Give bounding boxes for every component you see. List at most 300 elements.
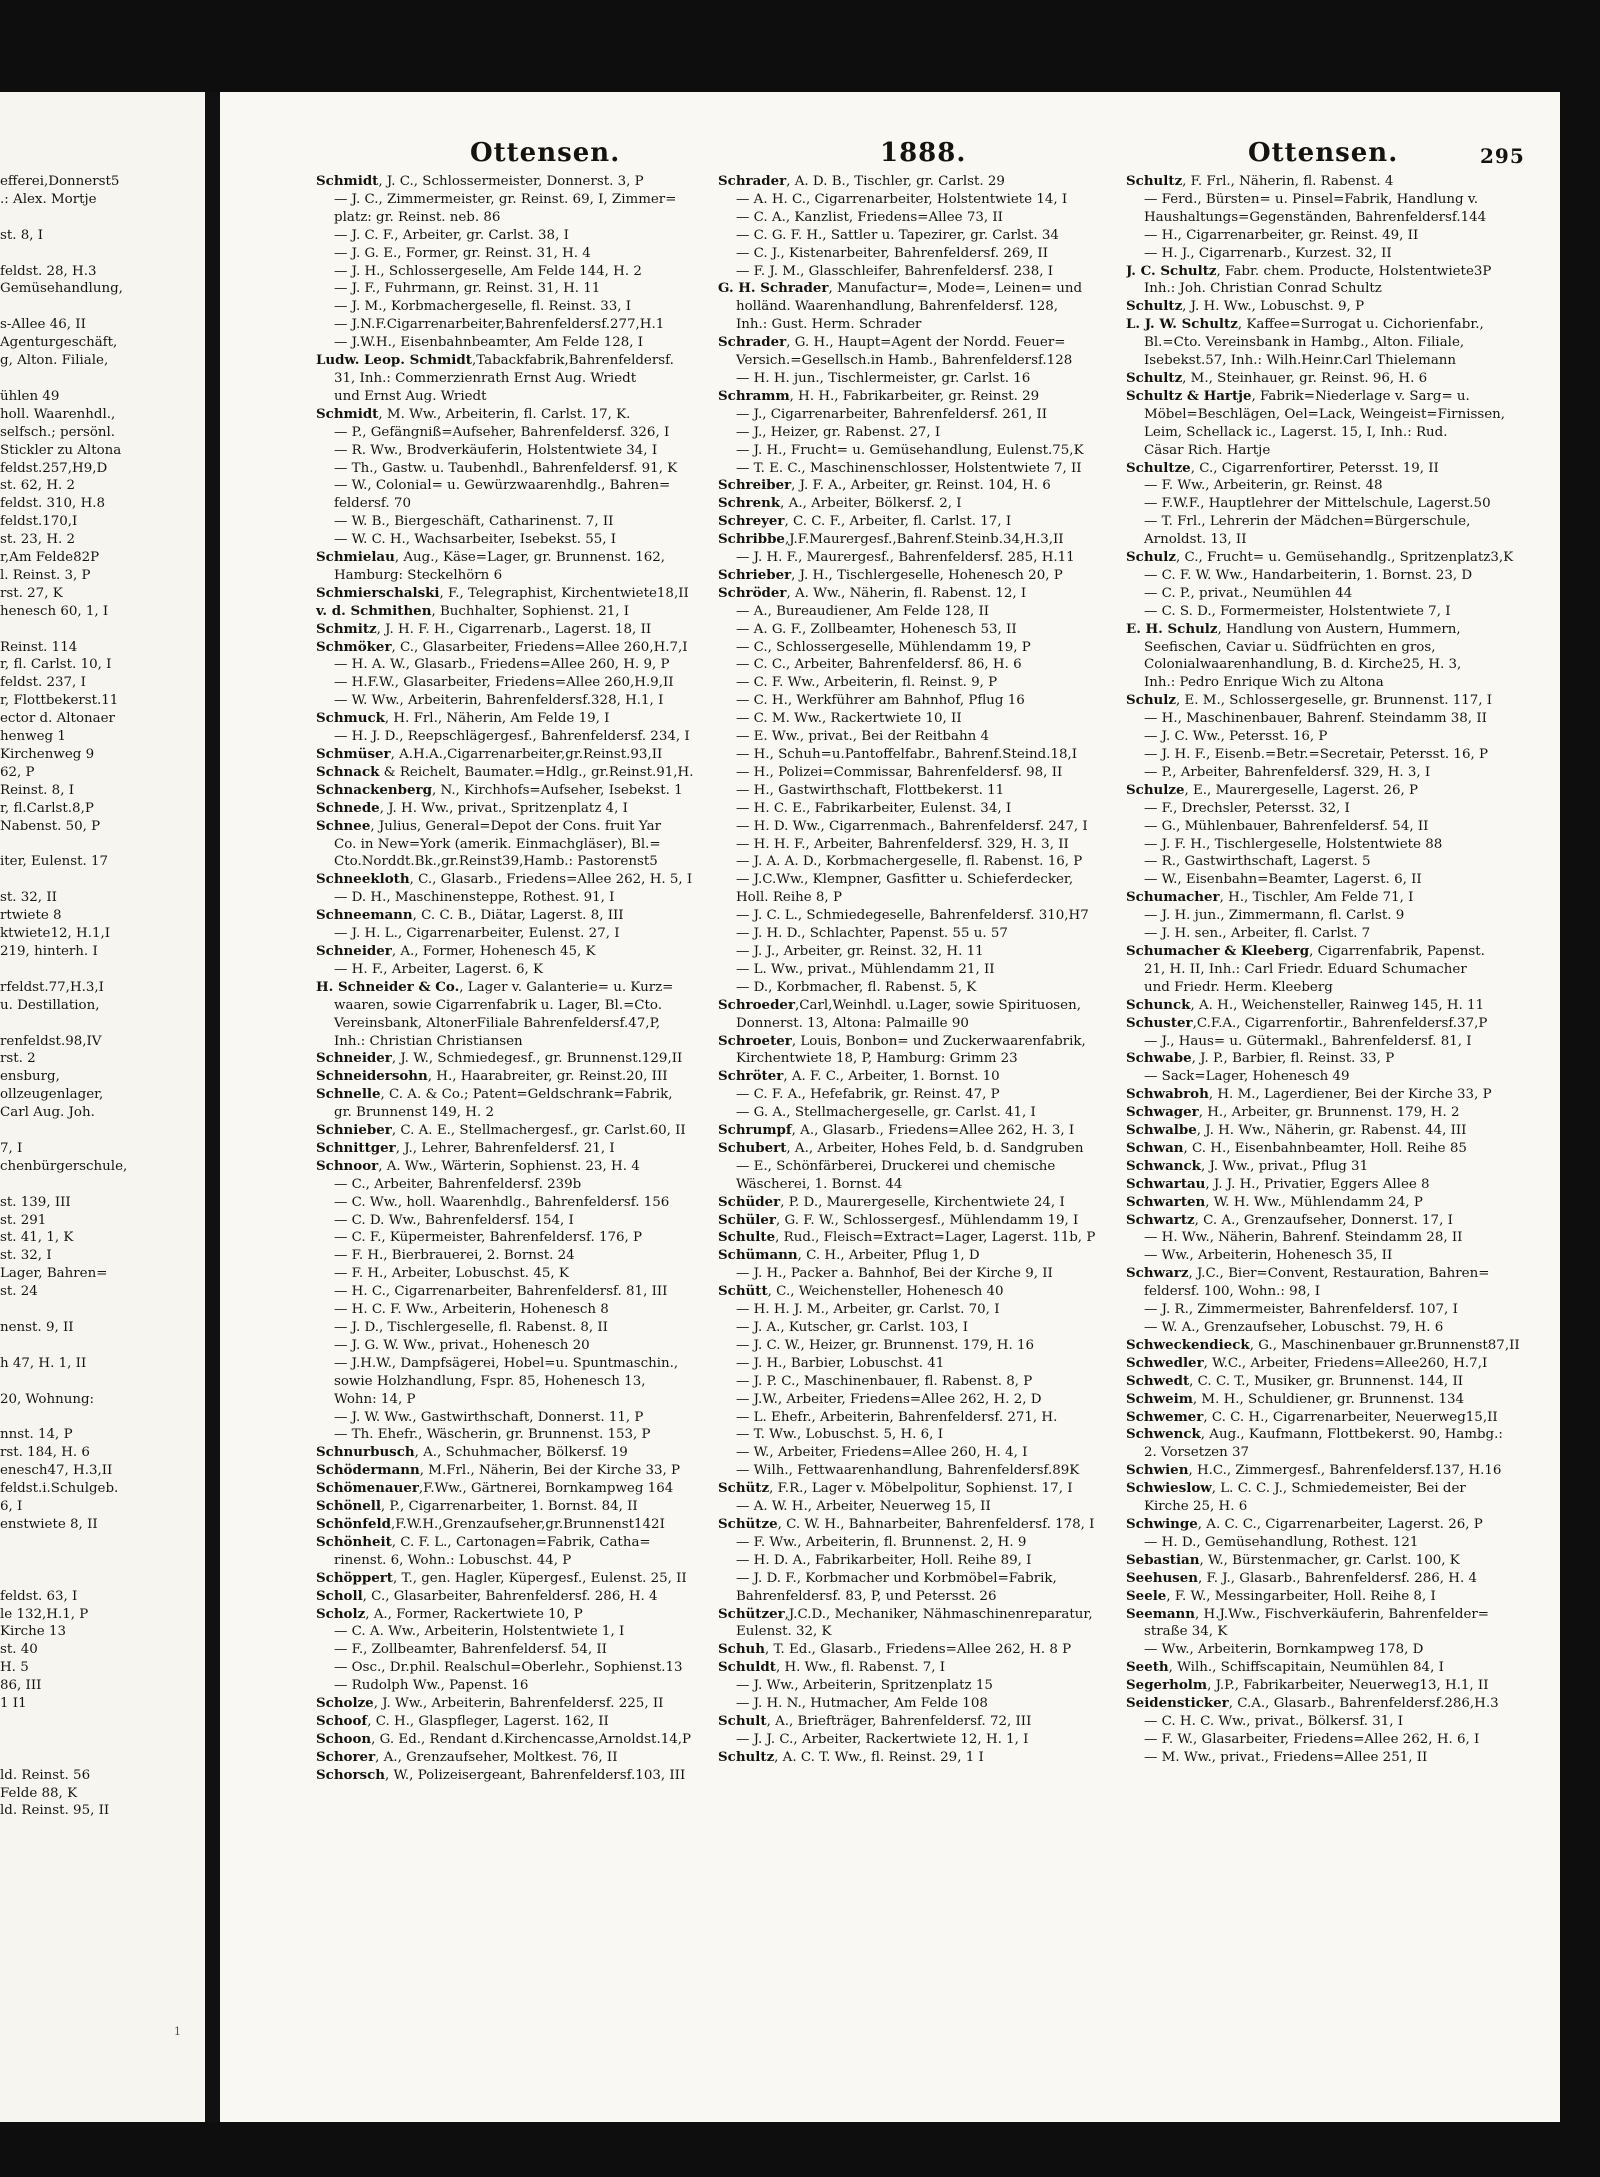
directory-entry <box>316 1695 712 1713</box>
entry-details: , Louis, Bonbon= und Zuckerwaarenfabrik, <box>791 1033 1086 1049</box>
entry-details: und Ernst Aug. Wriedt <box>334 388 487 404</box>
entry-details: — J. G. W. Ww., privat., Hohenesch 20 <box>334 1337 590 1353</box>
left-fragment-line: u. Destillation, <box>0 997 100 1013</box>
entry-details: gr. Brunnenst 149, H. 2 <box>334 1105 494 1121</box>
directory-entry <box>316 424 712 442</box>
directory-entry <box>316 853 712 871</box>
directory-entry <box>316 997 712 1015</box>
entry-details: — F., Zollbeamter, Bahrenfeldersf. 54, II <box>334 1642 607 1658</box>
directory-entry <box>718 1534 1120 1552</box>
entry-details: — C. M. Ww., Rackertwiete 10, II <box>736 711 962 727</box>
gutter-mark: 1 <box>174 2025 181 2038</box>
entry-details: — J. H. L., Cigarrenarbeiter, Eulenst. 27, I <box>334 926 620 942</box>
entry-details: 31, Inh.: Commerzienrath Ernst Aug. Wriedt <box>334 370 637 386</box>
entry-details: Vereinsbank, AltonerFiliale Bahrenfeldersf.47,P, <box>334 1015 661 1031</box>
entry-details: , H., Arbeiter, gr. Brunnenst. 179, H. 2 <box>1198 1105 1460 1121</box>
directory-entry <box>316 477 712 495</box>
directory-entry <box>1126 316 1546 334</box>
directory-entry <box>1126 1570 1546 1588</box>
entry-details: — H.F.W., Glasarbeiter, Friedens=Allee 260,H.9,II <box>334 675 674 691</box>
entry-details: Wohn: 14, P <box>334 1391 416 1407</box>
directory-entry <box>316 836 712 854</box>
directory-entry <box>1126 406 1546 424</box>
left-fragment-line: ktwiete12, H.1,I <box>0 926 111 942</box>
directory-entry <box>718 1301 1120 1319</box>
entry-details: platz: gr. Reinst. neb. 86 <box>334 209 501 225</box>
directory-entry <box>1126 209 1546 227</box>
entry-details: , P. D., Maurergeselle, Kirchentwiete 24, I <box>780 1194 1065 1210</box>
directory-entry <box>718 1319 1120 1337</box>
entry-details: , Lager v. Galanterie= u. Kurz= <box>459 979 674 995</box>
entry-surname: Schwarz <box>1126 1265 1189 1282</box>
entry-details: — H. J. D., Reepschlägergesf., Bahrenfeldersf. 234, I <box>334 729 690 745</box>
left-fragment-line <box>0 370 200 388</box>
left-fragment-line: rst. 2 <box>0 1051 36 1067</box>
directory-entry <box>1126 1158 1546 1176</box>
entry-surname: Schütt <box>718 1283 768 1300</box>
directory-entry <box>718 388 1120 406</box>
left-fragment-line: Gemüsehandlung, <box>0 281 123 297</box>
left-fragment-line: rfeldst.77,H.3,I <box>0 979 104 995</box>
directory-entry <box>718 1480 1120 1498</box>
entry-details: , A., Glasarb., Friedens=Allee 262, H. 3, I <box>791 1123 1075 1139</box>
directory-entry <box>1126 710 1546 728</box>
directory-entry <box>718 1104 1120 1122</box>
entry-details: , J.P., Fabrikarbeiter, Neuerweg13, H.1, II <box>1207 1678 1489 1694</box>
entry-details: — J. H. sen., Arbeiter, fl. Carlst. 7 <box>1144 926 1371 942</box>
entry-details: — J.C.Ww., Klempner, Gasfitter u. Schieferdecker, <box>736 872 1074 888</box>
entry-details: , J. H. F. H., Cigarrenarb., Lagerst. 18, II <box>376 621 652 637</box>
entry-surname: Schweim <box>1126 1390 1193 1407</box>
directory-entry <box>1126 1015 1546 1033</box>
entry-surname: Schönfeld <box>316 1515 391 1532</box>
entry-details: — C. F. A., Hefefabrik, gr. Reinst. 47, P <box>736 1087 1000 1103</box>
left-fragment-line: iter, Eulenst. 17 <box>0 854 109 870</box>
directory-entry <box>718 1516 1120 1534</box>
entry-surname: Segerholm <box>1126 1677 1208 1694</box>
directory-entry <box>316 1265 712 1283</box>
left-fragment-line: .: Alex. Mortje <box>0 191 97 207</box>
left-fragment-line <box>0 1749 200 1767</box>
entry-details: feldersf. 100, Wohn.: 98, I <box>1144 1284 1321 1300</box>
left-fragment-line: feldst. 63, I <box>0 1588 78 1604</box>
entry-surname: Schneider <box>316 1050 392 1067</box>
entry-details: , J. J. H., Privatier, Eggers Allee 8 <box>1205 1176 1430 1192</box>
header-year: 1888. <box>880 138 967 168</box>
entry-details: Möbel=Beschlägen, Oel=Lack, Weingeist=Firnissen, <box>1144 406 1506 422</box>
directory-entry <box>316 710 712 728</box>
entry-details: Kirchentwiete 18, P, Hamburg: Grimm 23 <box>736 1051 1018 1067</box>
entry-details: , Fabrik=Niederlage v. Sarg= u. <box>1251 388 1470 404</box>
directory-entry <box>316 1641 712 1659</box>
directory-entry <box>718 979 1120 997</box>
directory-entry <box>1126 853 1546 871</box>
directory-entry <box>718 1641 1120 1659</box>
left-fragment-line: feldst.257,H9,D <box>0 460 108 476</box>
directory-entry <box>718 531 1120 549</box>
entry-details: — C. J., Kistenarbeiter, Bahrenfeldersf. 269, II <box>736 245 1048 261</box>
directory-entry <box>1126 1104 1546 1122</box>
directory-entry <box>718 191 1120 209</box>
entry-details: , C., Cigarrenfortirer, Petersst. 19, II <box>1190 460 1439 476</box>
entry-details: — C. C., Arbeiter, Bahrenfeldersf. 86, H. 6 <box>736 657 1022 673</box>
entry-details: , F. Frl., Näherin, fl. Rabenst. 4 <box>1182 174 1394 189</box>
entry-surname: Schweckendieck <box>1126 1336 1250 1353</box>
entry-details: — F. J. M., Glasschleifer, Bahrenfeldersf. 238, I <box>736 263 1054 279</box>
directory-entry <box>718 406 1120 424</box>
left-fragment-line <box>0 1176 200 1194</box>
left-fragment-line <box>0 209 200 227</box>
entry-details: — F.W.F., Hauptlehrer der Mittelschule, Lagerst.50 <box>1144 496 1491 512</box>
entry-details: — H. H. J. M., Arbeiter, gr. Carlst. 70, I <box>736 1302 1000 1318</box>
entry-details: — W. C. H., Wachsarbeiter, Isebekst. 55, I <box>334 532 617 548</box>
entry-details: , J. H. Ww., privat., Spritzenplatz 4, I <box>379 800 628 816</box>
entry-details: , G. H., Haupt=Agent der Nordd. Feuer= <box>786 335 1066 351</box>
directory-entry <box>1126 513 1546 531</box>
left-fragment-line: feldst. 28, H.3 <box>0 263 97 279</box>
left-fragment-line: r,Am Felde82P <box>0 550 100 566</box>
entry-details: , J. Ww., Arbeiterin, Bahrenfeldersf. 225, II <box>373 1696 664 1712</box>
entry-surname: Schubert <box>718 1139 787 1156</box>
entry-details: — J. C. L., Schmiedegeselle, Bahrenfeldersf. 310,H7 <box>736 908 1089 924</box>
directory-entry <box>718 298 1120 316</box>
left-fragment-line <box>0 1122 200 1140</box>
directory-entry <box>1126 1337 1546 1355</box>
entry-details: , W., Polizeisergeant, Bahrenfeldersf.103, III <box>384 1767 686 1783</box>
entry-surname: Schröter <box>718 1068 784 1085</box>
entry-details: , A., Briefträger, Bahrenfeldersf. 72, III <box>766 1713 1032 1729</box>
directory-entry <box>718 1122 1120 1140</box>
entry-surname: Schulz <box>1126 692 1176 709</box>
directory-entry <box>1126 388 1546 406</box>
directory-entry <box>718 352 1120 370</box>
entry-details: — C. G. F. H., Sattler u. Tapezirer, gr. Carlst. 34 <box>736 227 1059 243</box>
entry-surname: Schulte <box>718 1229 776 1246</box>
entry-details: , F., Telegraphist, Kirchentwiete18,II <box>439 585 689 601</box>
entry-details: , J. H. Ww., Lobuschst. 9, P <box>1182 299 1365 315</box>
entry-surname: Schorsch <box>316 1766 385 1783</box>
left-fragment-line: feldst.170,I <box>0 514 78 530</box>
entry-details: und Friedr. Herm. Kleeberg <box>1144 979 1333 995</box>
entry-details: , A., Arbeiter, Hohes Feld, b. d. Sandgruben <box>786 1140 1084 1156</box>
entry-surname: Schribbe <box>718 531 785 548</box>
directory-entry <box>1126 1122 1546 1140</box>
entry-surname: Schuh <box>718 1641 766 1658</box>
entry-details: , M. Ww., Arbeiterin, fl. Carlst. 17, K. <box>378 406 631 422</box>
directory-entry <box>718 263 1120 281</box>
directory-entry <box>718 1588 1120 1606</box>
entry-details: — A., Bureaudiener, Am Felde 128, II <box>736 603 990 619</box>
entry-surname: Seele <box>1126 1587 1167 1604</box>
entry-surname: Schwien <box>1126 1462 1189 1479</box>
directory-entry <box>1126 1731 1546 1749</box>
entry-details: , C., Glasarbeiter, Friedens=Allee 260,H.7,I <box>391 639 688 655</box>
entry-details: ,J.C.D., Mechaniker, Nähmaschinenreparatur, <box>784 1606 1093 1622</box>
left-fragment-line: ollzeugenlager, <box>0 1087 104 1103</box>
left-fragment-line: l. Reinst. 3, P <box>0 567 91 583</box>
directory-entry <box>718 316 1120 334</box>
directory-entry <box>1126 1409 1546 1427</box>
entry-details: Donnerst. 13, Altona: Palmaille 90 <box>736 1015 969 1031</box>
entry-details: — Ww., Arbeiterin, Hohenesch 35, II <box>1144 1248 1393 1264</box>
directory-entry <box>1126 1516 1546 1534</box>
entry-details: , Aug., Käse=Lager, gr. Brunnenst. 162, <box>394 550 666 566</box>
directory-entry <box>316 764 712 782</box>
left-fragment-line: renfeldst.98,IV <box>0 1033 102 1049</box>
entry-surname: Schwabroh <box>1126 1086 1209 1103</box>
left-fragment-line: rst. 184, H. 6 <box>0 1445 90 1461</box>
entry-details: — J. M., Korbmachergeselle, fl. Reinst. 33, I <box>334 299 632 315</box>
directory-entry <box>316 782 712 800</box>
entry-details: — C., Arbeiter, Bahrenfeldersf. 239b <box>334 1176 582 1192</box>
directory-entry <box>316 513 712 531</box>
left-fragment-line: 219, hinterh. I <box>0 943 98 959</box>
entry-details: Haushaltungs=Gegenständen, Bahrenfeldersf.144 <box>1144 209 1487 225</box>
directory-entry <box>316 1480 712 1498</box>
left-fragment-line: nenst. 9, II <box>0 1320 74 1335</box>
entry-details: , Fabr. chem. Producte, Holstentwiete3P <box>1216 263 1492 279</box>
directory-entry <box>1126 1194 1546 1212</box>
directory-entry <box>1126 1301 1546 1319</box>
left-fragment-line: r, fl.Carlst.8,P <box>0 800 94 816</box>
entry-details: Inh.: Joh. Christian Conrad Schultz <box>1144 281 1382 297</box>
directory-entry <box>1126 1229 1546 1247</box>
page-number: 295 <box>1480 144 1525 168</box>
left-fragment-line <box>0 1534 200 1552</box>
column-3 <box>1126 173 1546 1767</box>
entry-surname: Schrader <box>718 334 787 351</box>
header-right-title: Ottensen. <box>1248 138 1399 168</box>
directory-entry <box>1126 674 1546 692</box>
directory-entry <box>316 227 712 245</box>
entry-surname: G. H. Schrader <box>718 280 829 297</box>
directory-entry <box>1126 782 1546 800</box>
directory-entry <box>1126 728 1546 746</box>
left-fragment-line: s-Allee 46, II <box>0 317 86 333</box>
entry-details: Cäsar Rich. Hartje <box>1144 442 1271 458</box>
directory-entry <box>316 1033 712 1051</box>
entry-details: , C.A., Glasarb., Bahrenfeldersf.286,H.3 <box>1228 1696 1499 1712</box>
entry-details: — J., Cigarrenarbeiter, Bahrenfeldersf. 261, II <box>736 406 1048 422</box>
entry-details: , E. M., Schlossergeselle, gr. Brunnenst. 117, I <box>1176 693 1493 709</box>
entry-details: Bl.=Cto. Vereinsbank in Hambg., Alton. Filiale, <box>1144 335 1465 351</box>
directory-entry <box>718 925 1120 943</box>
entry-surname: Schütze <box>718 1515 778 1532</box>
entry-details: , C. A. E., Stellmachergesf., gr. Carlst.60, II <box>391 1123 686 1139</box>
directory-entry <box>1126 495 1546 513</box>
entry-details: — E. Ww., privat., Bei der Reitbahn 4 <box>736 729 990 745</box>
entry-details: ,Tabackfabrik,Bahrenfeldersf. <box>471 353 674 369</box>
directory-entry <box>316 567 712 585</box>
entry-surname: Schmitz <box>316 620 377 637</box>
directory-entry <box>718 549 1120 567</box>
directory-entry <box>718 1426 1120 1444</box>
entry-details: — H., Cigarrenarbeiter, gr. Reinst. 49, II <box>1144 227 1419 243</box>
entry-surname: Schwabe <box>1126 1050 1192 1067</box>
entry-details: Leim, Schellack ic., Lagerst. 15, I, Inh.: Rud. <box>1144 424 1448 440</box>
directory-entry <box>1126 836 1546 854</box>
entry-details: Bahrenfeldersf. 83, P, und Petersst. 26 <box>736 1588 997 1604</box>
directory-entry <box>1126 245 1546 263</box>
entry-details: — D. H., Maschinensteppe, Rothest. 91, I <box>334 890 615 906</box>
directory-entry <box>1126 585 1546 603</box>
directory-entry <box>1126 1713 1546 1731</box>
entry-details: — J. C. W., Heizer, gr. Brunnenst. 179, H. 16 <box>736 1337 1035 1353</box>
entry-surname: Schneider <box>316 942 392 959</box>
entry-details: — C. A., Kanzlist, Friedens=Allee 73, II <box>736 209 1003 225</box>
entry-surname: Schmüser <box>316 746 391 762</box>
header-left-title: Ottensen. <box>470 138 621 168</box>
left-fragment-line: le 132,H.1, P <box>0 1606 89 1622</box>
entry-details: 2. Vorsetzen 37 <box>1144 1445 1250 1461</box>
directory-entry <box>316 1659 712 1677</box>
entry-details: Eulenst. 32, K <box>736 1624 832 1640</box>
entry-details: — H. H. F., Arbeiter, Bahrenfeldersf. 329, H. 3, II <box>736 836 1069 852</box>
entry-surname: v. d. Schmithen <box>316 602 432 619</box>
entry-surname: Schmidt <box>316 405 379 422</box>
directory-entry <box>1126 1391 1546 1409</box>
directory-entry <box>718 567 1120 585</box>
entry-surname: Schönell <box>316 1498 381 1515</box>
entry-details: — H. C., Cigarrenarbeiter, Bahrenfeldersf. 81, III <box>334 1284 668 1300</box>
entry-surname: Schwan <box>1126 1139 1184 1156</box>
directory-entry <box>1126 925 1546 943</box>
entry-details: , J. H., Tischlergeselle, Hohenesch 20, P <box>791 567 1063 583</box>
entry-details: , A. C. T. Ww., fl. Reinst. 29, 1 I <box>774 1749 984 1765</box>
directory-entry <box>718 173 1120 191</box>
directory-entry <box>316 370 712 388</box>
directory-entry <box>316 442 712 460</box>
entry-details: , Buchhalter, Sophienst. 21, I <box>431 603 630 619</box>
entry-details: — J. R., Zimmermeister, Bahrenfeldersf. 107, I <box>1144 1302 1458 1318</box>
entry-details: , J. C., Schlossermeister, Donnerst. 3, P <box>378 174 644 189</box>
directory-entry <box>718 1409 1120 1427</box>
entry-surname: Seehusen <box>1126 1569 1198 1586</box>
left-fragment-line: selfsch.; persönl. <box>0 424 116 440</box>
entry-details: , C. W. H., Bahnarbeiter, Bahrenfeldersf. 178, I <box>777 1516 1095 1532</box>
directory-entry <box>718 209 1120 227</box>
entry-details: — J. F. H., Tischlergeselle, Holstentwiete 88 <box>1144 836 1443 852</box>
left-fragment-line: 86, III <box>0 1678 42 1694</box>
entry-surname: Schwieslow <box>1126 1480 1212 1497</box>
left-fragment-line <box>0 1731 200 1749</box>
entry-surname: Schwenck <box>1126 1426 1201 1443</box>
entry-details: , C. H., Glaspfleger, Lagerst. 162, II <box>367 1713 609 1729</box>
entry-details: — J., Heizer, gr. Rabenst. 27, I <box>736 424 941 440</box>
left-fragment-line <box>0 298 200 316</box>
entry-surname: Schultz & Hartje <box>1126 387 1252 404</box>
directory-entry <box>1126 1086 1546 1104</box>
directory-entry <box>1126 227 1546 245</box>
entry-details: — J. Ww., Arbeiterin, Spritzenplatz 15 <box>736 1678 993 1694</box>
entry-surname: Schnurbusch <box>316 1444 415 1461</box>
directory-entry <box>316 943 712 961</box>
entry-surname: Scholze <box>316 1695 374 1712</box>
entry-surname: Schrieber <box>718 566 792 583</box>
directory-entry <box>718 1462 1120 1480</box>
entry-surname: Schümann <box>718 1247 798 1264</box>
directory-entry <box>1126 1212 1546 1230</box>
left-fragment-line: r, Flottbekerst.11 <box>0 693 119 709</box>
left-fragment-line: enesch47, H.3,II <box>0 1463 113 1479</box>
entry-details: — W. B., Biergeschäft, Catharinenst. 7, II <box>334 514 614 530</box>
left-fragment-line <box>0 961 200 979</box>
entry-details: holländ. Waarenhandlung, Bahrenfeldersf. 128, <box>736 299 1059 315</box>
directory-entry <box>316 1570 712 1588</box>
entry-details: — J. H., Schlossergeselle, Am Felde 144, H. 2 <box>334 263 642 279</box>
left-fragment-line: feldst. 310, H.8 <box>0 496 106 512</box>
entry-details: , L. C. C. J., Schmiedemeister, Bei der <box>1211 1481 1466 1497</box>
entry-details: , Rud., Fleisch=Extract=Lager, Lagerst. 11b, P <box>775 1230 1096 1246</box>
entry-details: — D., Korbmacher, fl. Rabenst. 5, K <box>736 979 977 995</box>
directory-entry <box>316 1391 712 1409</box>
entry-details: — R., Gastwirthschaft, Lagerst. 5 <box>1144 854 1371 870</box>
entry-details: , A.H.A.,Cigarrenarbeiter,gr.Reinst.93,II <box>390 747 663 762</box>
left-fragment-line <box>0 871 200 889</box>
entry-details: — F. Ww., Arbeiterin, gr. Reinst. 48 <box>1144 478 1383 494</box>
entry-details: , M. H., Schuldiener, gr. Brunnenst. 134 <box>1192 1391 1465 1407</box>
left-fragment-line: efferei,Donnerst5 <box>0 174 120 189</box>
entry-details: — F. W., Glasarbeiter, Friedens=Allee 262, H. 6, I <box>1144 1731 1480 1747</box>
directory-entry <box>1126 477 1546 495</box>
entry-details: — L. Ehefr., Arbeiterin, Bahrenfeldersf. 271, H. <box>736 1409 1058 1425</box>
left-fragment-line: ld. Reinst. 95, II <box>0 1803 110 1819</box>
entry-surname: Schultz <box>718 1748 775 1765</box>
left-fragment-line <box>0 1570 200 1588</box>
directory-entry <box>718 1498 1120 1516</box>
directory-entry <box>718 1050 1120 1068</box>
entry-details: , F.R., Lager v. Möbelpolitur, Sophienst. 17, I <box>769 1481 1073 1497</box>
left-fragment-line: h 47, H. 1, II <box>0 1355 87 1371</box>
entry-details: , A. D. B., Tischler, gr. Carlst. 29 <box>786 174 1005 189</box>
entry-surname: Schmidt <box>316 173 379 189</box>
entry-surname: Schneemann <box>316 907 413 924</box>
entry-details: — J. P. C., Maschinenbauer, fl. Rabenst. 8, P <box>736 1373 1033 1389</box>
directory-entry <box>316 1534 712 1552</box>
left-fragment-line: chenbürgerschule, <box>0 1158 128 1174</box>
directory-entry <box>316 1516 712 1534</box>
entry-details: — C. D. Ww., Bahrenfeldersf. 154, I <box>334 1212 574 1228</box>
directory-entry <box>316 961 712 979</box>
directory-entry <box>1126 191 1546 209</box>
directory-entry <box>316 1122 712 1140</box>
entry-details: feldersf. 70 <box>334 496 411 512</box>
entry-details: — H., Gastwirthschaft, Flottbekerst. 11 <box>736 782 1005 798</box>
left-fragment-line: henesch 60, 1, I <box>0 603 109 619</box>
entry-details: , W. H. Ww., Mühlendamm 24, P <box>1205 1194 1423 1210</box>
directory-entry <box>316 1158 712 1176</box>
entry-details: , G. F. W., Schlossergesf., Mühlendamm 19, I <box>775 1212 1079 1228</box>
directory-entry <box>1126 1588 1546 1606</box>
directory-entry <box>316 1731 712 1749</box>
directory-entry <box>316 352 712 370</box>
directory-entry <box>1126 656 1546 674</box>
entry-details: — R. Ww., Brodverkäuferin, Holstentwiete 34, I <box>334 442 658 458</box>
entry-surname: Schwedler <box>1126 1354 1204 1371</box>
directory-entry <box>1126 889 1546 907</box>
directory-entry <box>1126 370 1546 388</box>
left-fragment-line <box>0 1373 200 1391</box>
entry-surname: Schwarten <box>1126 1193 1206 1210</box>
directory-entry <box>316 871 712 889</box>
entry-details: , Manufactur=, Mode=, Leinen= und <box>828 281 1083 297</box>
directory-entry <box>718 334 1120 352</box>
entry-surname: Seidensticker <box>1126 1695 1229 1712</box>
directory-entry <box>316 1749 712 1767</box>
left-fragment-line: 6, I <box>0 1499 23 1515</box>
entry-details: — P., Arbeiter, Bahrenfeldersf. 329, H. 3, I <box>1144 764 1431 780</box>
directory-entry <box>718 1749 1120 1767</box>
